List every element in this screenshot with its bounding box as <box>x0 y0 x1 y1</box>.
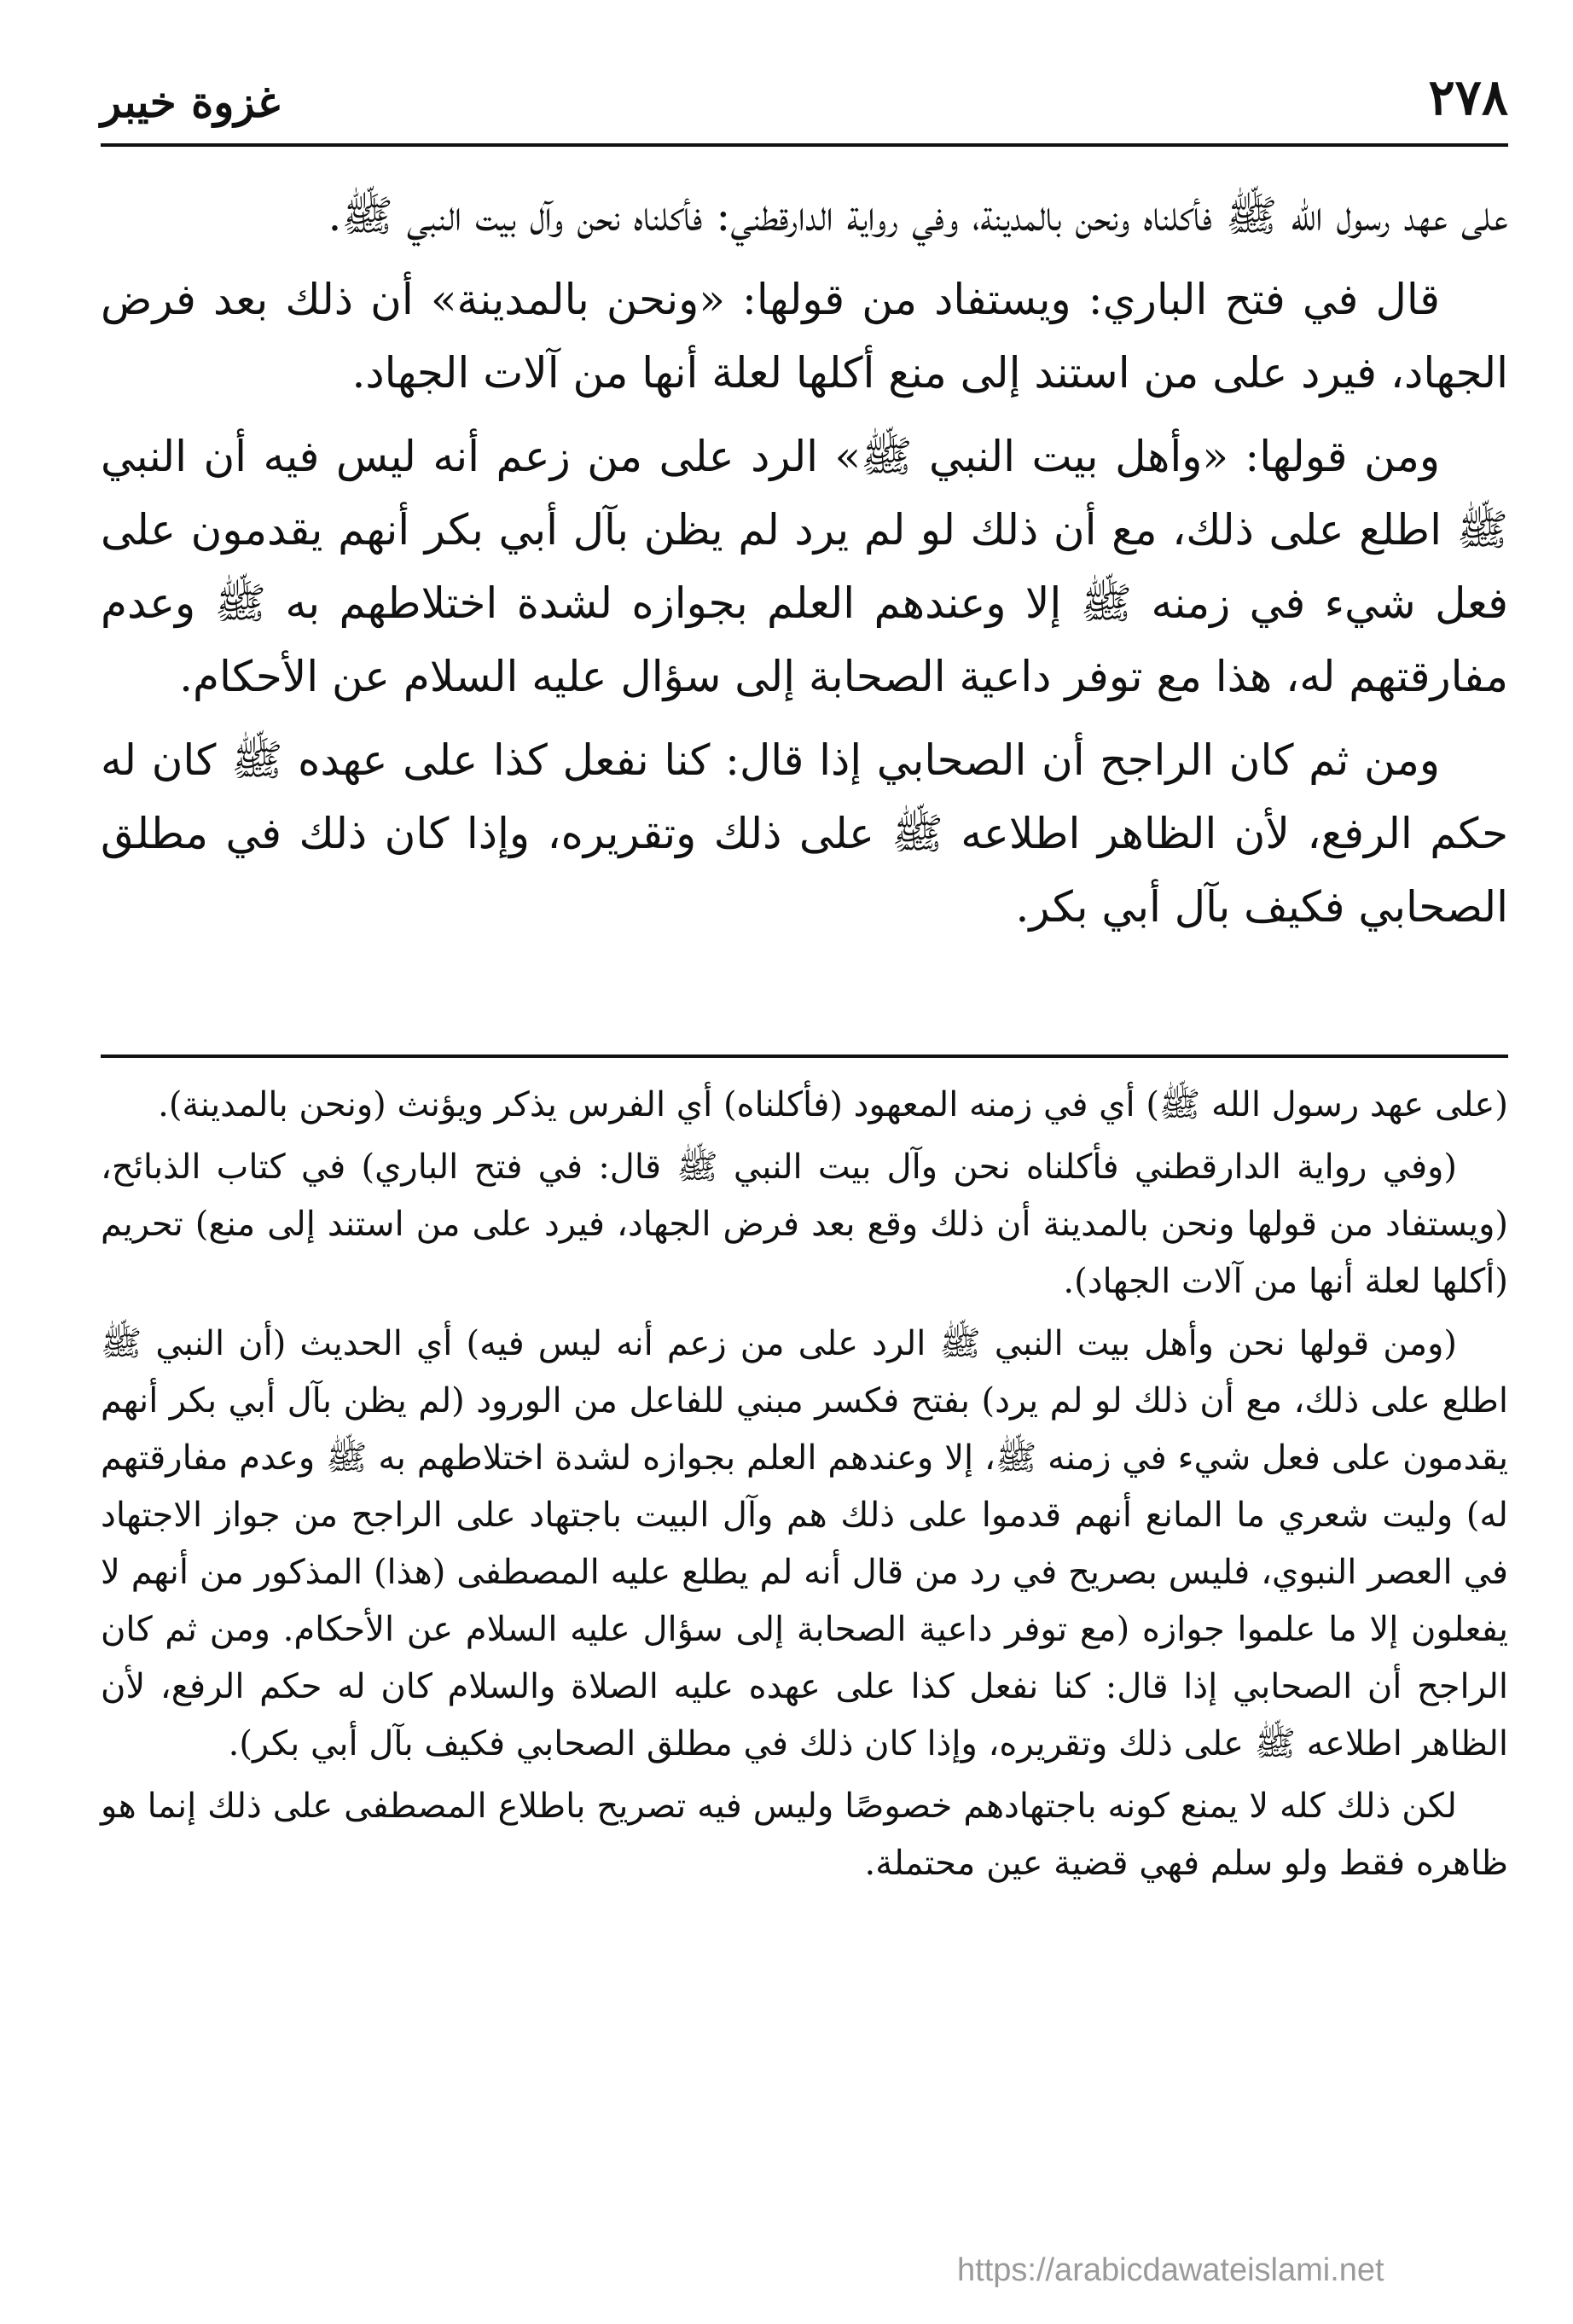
main-paragraph: ومن ثم كان الراجح أن الصحابي إذا قال: كنا نفعل كذا على عهده ﷺ كان له حكم الرفع، لأن الظاهر اطلاعه ﷺ على ذلك وتقريره، وإذا كان ذلك في مطلق الصحابي فكيف بآل أبي بكر. <box>101 735 1508 932</box>
running-title: غزوة خيبر <box>101 77 281 127</box>
commentary-paragraph: لكن ذلك كله لا يمنع كونه باجتهادهم خصوصًا وليس فيه تصريح باطلاع المصطفى على ذلك إنما هو ظاهره فقط ولو سلم فهي قضية عين محتملة. <box>101 1787 1508 1883</box>
commentary-paragraph: (على عهد رسول الله ﷺ) أي في زمنه المعهود (فأكلناه) أي الفرس يذكر ويؤنث (ونحن بالمدينة). <box>158 1085 1508 1124</box>
main-text <box>101 179 1508 954</box>
commentary-text <box>101 1077 1508 1897</box>
header-rule <box>101 143 1508 147</box>
page-number: ٢٧٨ <box>1428 68 1508 126</box>
commentary-divider <box>101 1055 1508 1058</box>
commentary-paragraph: (ومن قولها نحن وأهل بيت النبي ﷺ الرد على من زعم أنه ليس فيه) أي الحديث (أن النبي ﷺ اطلع على ذلك، مع أن ذلك لو لم يرد) بفتح فكسر مبني للفاعل من الورود (لم يظن بآل أبي بكر أنهم يقدمون على فعل شيء في زمنه ﷺ، إلا وعندهم العلم بجوازه لشدة اختلاطهم به ﷺ وعدم مفارقتهم له) وليت شعري ما المانع أنهم قدموا على ذلك هم وآل البيت باجتهاد على الراجح من جواز الاجتهاد في العصر النبوي، فليس بصريح في رد من قال أنه لم يطلع عليه المصطفى (هذا) المذكور من أنهم لا يفعلون إلا ما علموا جوازه (مع توفر داعية الصحابة إلى سؤال عليه السلام عن الأحكام. ومن ثم كان الراجح أن الصحابي إذا قال: كنا نفعل كذا على عهده عليه الصلاة والسلام كان له حكم الرفع، لأن الظاهر اطلاعه ﷺ على ذلك وتقريره، وإذا كان ذلك في مطلق الصحابي فكيف بآل أبي بكر). <box>101 1324 1508 1763</box>
commentary-paragraph: (وفي رواية الدارقطني فأكلناه نحن وآل بيت النبي ﷺ قال: في فتح الباري) في كتاب الذبائح، (ويستفاد من قولها ونحن بالمدينة أن ذلك وقع بعد فرض الجهاد، فيرد على من استند إلى منع) تحريم (أكلها لعلة أنها من آلات الجهاد). <box>101 1147 1508 1301</box>
main-paragraph: قال في فتح الباري: ويستفاد من قولها: «ونحن بالمدينة» أن ذلك بعد فرض الجهاد، فيرد على من استند إلى منع أكلها لعلة أنها من آلات الجهاد. <box>101 275 1508 398</box>
page-header <box>101 61 1508 147</box>
watermark-url: https://arabicdawateislami.net <box>957 2252 1384 2288</box>
main-paragraph: ومن قولها: «وأهل بيت النبي ﷺ» الرد على من زعم أنه ليس فيه أن النبي ﷺ اطلع على ذلك، مع أن ذلك لو لم يرد لم يظن بآل أبي بكر أنهم يقدمون على فعل شيء في زمنه ﷺ إلا وعندهم العلم بجوازه لشدة اختلاطهم به ﷺ وعدم مفارقتهم له، هذا مع توفر داعية الصحابة إلى سؤال عليه السلام عن الأحكام. <box>101 432 1508 701</box>
main-paragraph: على عهد رسول الله ﷺ فأكلناه ونحن بالمدينة، وفي رواية الدارقطني: فأكلناه نحن وآل بيت النبي ﷺ. <box>328 191 1508 241</box>
